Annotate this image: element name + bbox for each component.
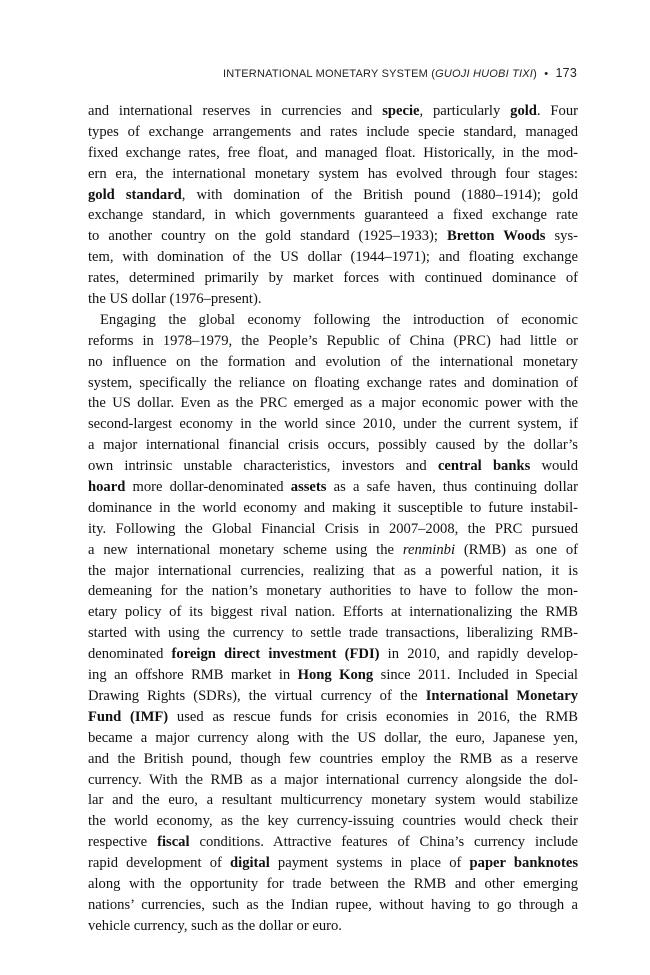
text-run: no influence on the formation and evolution of the international monetary bbox=[88, 353, 578, 370]
text-run: types of exchange arrangements and rates include specie standard, managed bbox=[88, 123, 578, 140]
text-run: denominated bbox=[88, 646, 172, 663]
text-line bbox=[88, 686, 578, 707]
text-run: (RMB) as one of bbox=[455, 541, 578, 558]
text-run: to another country on the gold standard (1925–1933); bbox=[88, 228, 447, 245]
text-line bbox=[88, 352, 578, 373]
text-line bbox=[88, 143, 578, 164]
text-run: conditions. Attractive features of China’s currency include bbox=[189, 834, 578, 851]
text-run: became a major currency along with the US dollar, the euro, Japanese yen, bbox=[88, 729, 578, 746]
text-run: second-largest economy in the world since 2010, under the current system, if bbox=[88, 416, 578, 433]
text-line bbox=[88, 289, 578, 310]
text-run: ern era, the international monetary system has evolved through four stages: bbox=[88, 165, 578, 182]
page-number: 173 bbox=[555, 66, 577, 80]
bold-term: fiscal bbox=[157, 834, 190, 851]
paragraph bbox=[88, 310, 578, 937]
running-title: INTERNATIONAL MONETARY SYSTEM ( bbox=[222, 68, 436, 80]
text-run: and international reserves in currencies and bbox=[88, 103, 383, 119]
bold-term: Bretton Woods bbox=[446, 228, 546, 245]
text-run: payment systems in place of bbox=[269, 855, 470, 872]
text-line bbox=[88, 310, 578, 331]
text-line bbox=[88, 540, 578, 561]
running-title-close: ) bbox=[533, 68, 537, 80]
text-run: tem, with domination of the US dollar (1944–1971); and floating exchange bbox=[88, 249, 578, 266]
bold-term: gold bbox=[510, 103, 537, 119]
text-run: dominance in the world economy and making it susceptible to future instabil- bbox=[88, 499, 578, 516]
text-run: the US dollar (1976–present). bbox=[88, 291, 262, 308]
bold-term: gold standard bbox=[88, 186, 182, 203]
text-run: lar and the euro, a resultant multicurrency monetary system would stabilize bbox=[88, 792, 578, 809]
text-run: ing an offshore RMB market in bbox=[88, 667, 298, 684]
text-line bbox=[88, 853, 578, 874]
running-header bbox=[223, 66, 577, 80]
text-run: the major international currencies, realizing that as a powerful nation, it is bbox=[88, 562, 578, 579]
text-run: , with domination of the British pound (1880–1914); gold bbox=[181, 186, 578, 203]
text-line bbox=[88, 644, 578, 665]
text-run: system, specifically the reliance on floating exchange rates and domination of bbox=[88, 374, 578, 391]
text-run: since 2011. Included in Special bbox=[373, 667, 578, 684]
text-run: sys- bbox=[545, 228, 578, 245]
paragraph bbox=[88, 101, 578, 310]
text-line bbox=[88, 101, 578, 122]
text-run: rapid development of bbox=[88, 855, 231, 872]
text-line bbox=[88, 498, 578, 519]
text-run: Engaging the global economy following the introduction of economic bbox=[100, 311, 578, 328]
text-line bbox=[88, 602, 578, 623]
text-run: along with the opportunity for trade between the RMB and other emerging bbox=[88, 875, 578, 892]
text-run: reforms in 1978–1979, the People’s Republic of China (PRC) had little or bbox=[88, 332, 578, 349]
text-run: started with using the currency to settle trade transactions, liberalizing RMB- bbox=[88, 625, 578, 642]
text-run: and the British pound, though few countries employ the RMB as a reserve bbox=[88, 750, 578, 767]
text-line bbox=[88, 268, 578, 289]
text-line bbox=[88, 581, 578, 602]
text-run: the world economy, as the key currency-issuing countries would check their bbox=[88, 813, 578, 830]
bold-term: Hong Kong bbox=[297, 667, 374, 684]
text-run: exchange standard, in which governments guaranteed a fixed exchange rate bbox=[88, 207, 578, 224]
bold-term: paper banknotes bbox=[469, 855, 578, 872]
text-line bbox=[88, 811, 578, 832]
text-line bbox=[88, 770, 578, 791]
bold-term: foreign direct investment (FDI) bbox=[171, 646, 380, 663]
text-line bbox=[88, 519, 578, 540]
text-line bbox=[88, 373, 578, 394]
text-line bbox=[88, 623, 578, 644]
running-title-italic: GUOJI HUOBI TIXI bbox=[435, 68, 534, 80]
text-line bbox=[88, 749, 578, 770]
text-line bbox=[88, 728, 578, 749]
text-line bbox=[88, 895, 578, 916]
text-run: etary policy of its biggest rival nation. Efforts at internationalizing the RMB bbox=[88, 604, 578, 621]
text-run: , particularly bbox=[419, 103, 511, 119]
text-line bbox=[88, 247, 578, 268]
text-run: would bbox=[530, 458, 578, 475]
text-line bbox=[88, 874, 578, 895]
text-run: own intrinsic unstable characteristics, investors and bbox=[88, 458, 438, 475]
text-run: nations’ currencies, such as the Indian rupee, without having to go through a bbox=[88, 896, 578, 913]
text-line bbox=[88, 456, 578, 477]
header-bullet: • bbox=[544, 68, 549, 80]
text-run: respective bbox=[88, 834, 158, 851]
text-run: rates, determined primarily by market forces with continued dominance of bbox=[88, 270, 578, 287]
text-line bbox=[88, 226, 578, 247]
text-line bbox=[88, 477, 578, 498]
text-run: vehicle currency, such as the dollar or euro. bbox=[88, 917, 342, 934]
text-run: demeaning for the nation’s monetary authorities to have to follow the mon- bbox=[88, 583, 578, 600]
bold-term: hoard bbox=[88, 479, 126, 496]
body-text bbox=[88, 101, 578, 937]
bold-term: assets bbox=[290, 479, 327, 496]
text-run: fixed exchange rates, free float, and managed float. Historically, in the mod- bbox=[88, 144, 578, 161]
text-line bbox=[88, 665, 578, 686]
text-line bbox=[88, 435, 578, 456]
text-line bbox=[88, 414, 578, 435]
text-run: a new international monetary scheme using the bbox=[88, 541, 403, 558]
text-run: currency. With the RMB as a major international currency alongside the dol- bbox=[88, 771, 578, 788]
text-line bbox=[88, 790, 578, 811]
bold-term: International Monetary bbox=[425, 687, 578, 704]
text-line bbox=[88, 393, 578, 414]
text-line bbox=[88, 164, 578, 185]
text-run: as a safe haven, thus continuing dollar bbox=[326, 479, 579, 496]
text-line bbox=[88, 122, 578, 143]
text-line bbox=[88, 331, 578, 352]
text-run: in 2010, and rapidly develop- bbox=[379, 646, 578, 663]
bold-term: digital bbox=[230, 855, 270, 872]
text-line bbox=[88, 205, 578, 226]
text-run: used as rescue funds for crisis economies in 2016, the RMB bbox=[168, 708, 579, 725]
text-run: ity. Following the Global Financial Crisis in 2007–2008, the PRC pursued bbox=[88, 520, 578, 537]
italic-term: renminbi bbox=[402, 541, 456, 558]
text-run: Drawing Rights (SDRs), the virtual currency of the bbox=[88, 687, 426, 704]
text-line bbox=[88, 185, 578, 206]
text-run: more dollar-denominated bbox=[125, 479, 291, 496]
bold-term: central banks bbox=[437, 458, 531, 475]
text-run: the US dollar. Even as the PRC emerged as a major economic power with the bbox=[88, 395, 578, 412]
text-run: . Four bbox=[536, 103, 578, 119]
text-line bbox=[88, 561, 578, 582]
text-line bbox=[88, 916, 578, 937]
bold-term: specie bbox=[382, 103, 420, 119]
text-run: a major international financial crisis occurs, possibly caused by the dollar’s bbox=[88, 437, 578, 454]
text-line bbox=[88, 832, 578, 853]
bold-term: Fund (IMF) bbox=[88, 708, 169, 725]
text-line bbox=[88, 707, 578, 728]
